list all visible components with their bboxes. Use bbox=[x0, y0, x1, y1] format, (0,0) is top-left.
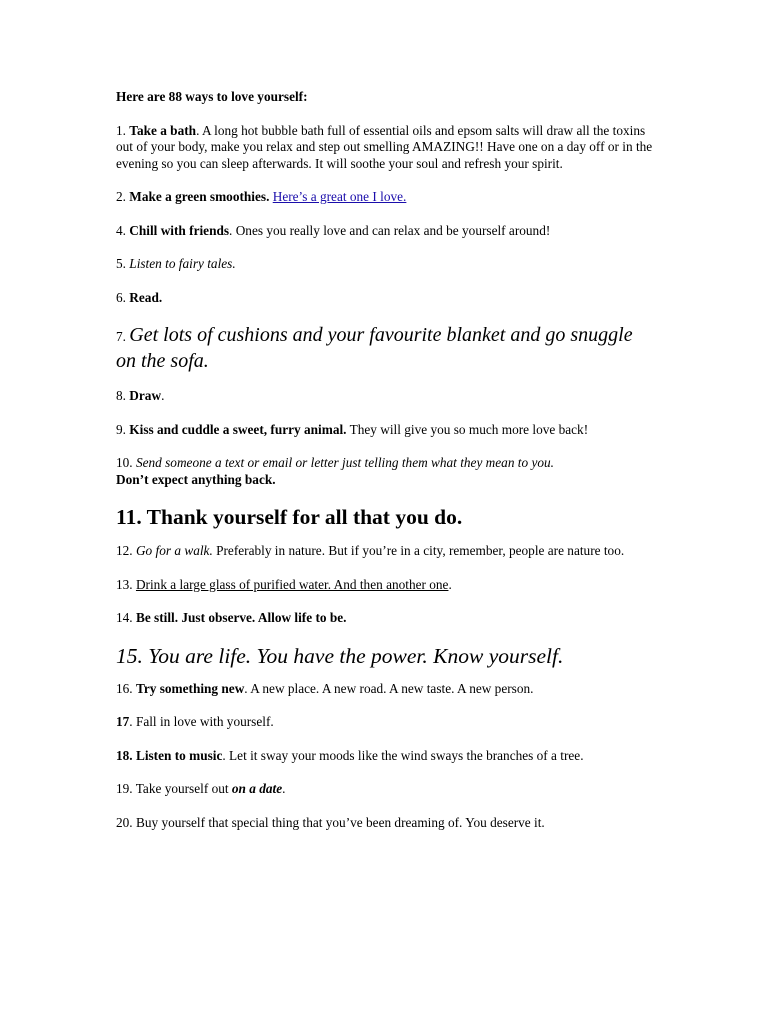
item-text: They will give you so much more love back! bbox=[346, 421, 589, 437]
list-item-15 bbox=[116, 644, 656, 668]
list-heading bbox=[116, 89, 656, 106]
list-item-9 bbox=[116, 422, 656, 439]
list-item-16 bbox=[116, 681, 656, 698]
item-number: 9. bbox=[116, 421, 130, 437]
item-number: 20. bbox=[116, 814, 136, 830]
list-item-17 bbox=[116, 714, 656, 731]
item-text: . Ones you really love and can relax and be yourself around! bbox=[229, 222, 551, 238]
item-title: Listen to fairy tales. bbox=[129, 256, 236, 271]
item-number: 5. bbox=[116, 256, 130, 271]
item-end: . bbox=[282, 781, 286, 796]
item-number: 14. bbox=[116, 610, 136, 625]
item-title: Be still. Just observe. Allow life to be. bbox=[135, 610, 347, 625]
item-title: Go for a walk. bbox=[135, 543, 213, 558]
item-text: . A new place. A new road. A new taste. A new person. bbox=[244, 680, 534, 696]
list-item-20 bbox=[116, 815, 656, 832]
item-text: Take yourself out bbox=[135, 781, 232, 796]
list-item-19 bbox=[116, 781, 656, 798]
item-number: 4. bbox=[116, 222, 130, 238]
item-number: 16. bbox=[116, 680, 136, 696]
list-item-13 bbox=[116, 577, 656, 594]
list-item-7 bbox=[116, 323, 656, 374]
item-text: . bbox=[161, 388, 165, 403]
list-item-14 bbox=[116, 610, 656, 627]
item-title: Try something new bbox=[135, 680, 245, 696]
smoothie-recipe-link[interactable]: Here’s a great one I love. bbox=[272, 189, 407, 204]
list-item-12 bbox=[116, 543, 656, 560]
item-number: 10. bbox=[116, 455, 136, 470]
document-page bbox=[116, 89, 656, 848]
item-title: 15. You are life. You have the power. Know yourself. bbox=[116, 643, 564, 668]
item-title: Drink a large glass of purified water. And then another one bbox=[135, 576, 449, 592]
item-title: Draw bbox=[129, 388, 162, 403]
list-item-4 bbox=[116, 223, 656, 240]
list-item-8 bbox=[116, 388, 656, 405]
item-title: Read. bbox=[129, 289, 163, 305]
item-number: 7. bbox=[116, 329, 130, 344]
item-title: 11. Thank yourself for all that you do. bbox=[116, 505, 463, 529]
item-number: 12. bbox=[116, 543, 136, 558]
list-item-2 bbox=[116, 189, 656, 206]
item-number: 6. bbox=[116, 289, 130, 305]
item-text: Preferably in nature. But if you’re in a city, remember, people are nature too. bbox=[212, 543, 625, 558]
list-item-18 bbox=[116, 748, 656, 765]
list-item-1 bbox=[116, 123, 656, 173]
item-title: on a date bbox=[231, 781, 283, 796]
item-text: . Fall in love with yourself. bbox=[129, 714, 274, 729]
list-item-5 bbox=[116, 256, 656, 273]
list-item-6 bbox=[116, 290, 656, 307]
item-title: Take a bath bbox=[129, 122, 197, 138]
item-title: Get lots of cushions and your favourite blanket and go snuggle on the sofa. bbox=[116, 324, 633, 372]
list-heading-text: Here are 88 ways to love yourself: bbox=[116, 89, 308, 104]
item-title: Make a green smoothies. bbox=[129, 189, 270, 204]
list-item-10 bbox=[116, 455, 656, 488]
item-number: 17 bbox=[116, 714, 130, 729]
item-text: . bbox=[448, 576, 452, 592]
item-text: . A long hot bubble bath full of essential oils and epsom salts will draw all the toxins out of your body, make you relax and step out smelling AMAZING!! Have one on a day off or in the evening so you can sleep afterwards. It will soothe your soul and refresh your spirit. bbox=[116, 122, 653, 171]
item-number: 19. bbox=[116, 781, 136, 796]
item-text: Buy yourself that special thing that you’ve been dreaming of. You deserve it. bbox=[135, 814, 545, 830]
item-number: 13. bbox=[116, 576, 136, 592]
item-title: Chill with friends bbox=[129, 222, 230, 238]
list-item-11 bbox=[116, 505, 656, 529]
item-number: 8. bbox=[116, 388, 130, 403]
item-number: 1. bbox=[116, 122, 130, 138]
item-title: Kiss and cuddle a sweet, furry animal. bbox=[129, 421, 347, 437]
item-number: 2. bbox=[116, 189, 130, 204]
item-title: 18. Listen to music bbox=[116, 747, 223, 763]
item-text: . Let it sway your moods like the wind sways the branches of a tree. bbox=[222, 747, 584, 763]
item-title: Send someone a text or email or letter just telling them what they mean to you. bbox=[135, 455, 554, 470]
item-text: Don’t expect anything back. bbox=[116, 471, 276, 487]
